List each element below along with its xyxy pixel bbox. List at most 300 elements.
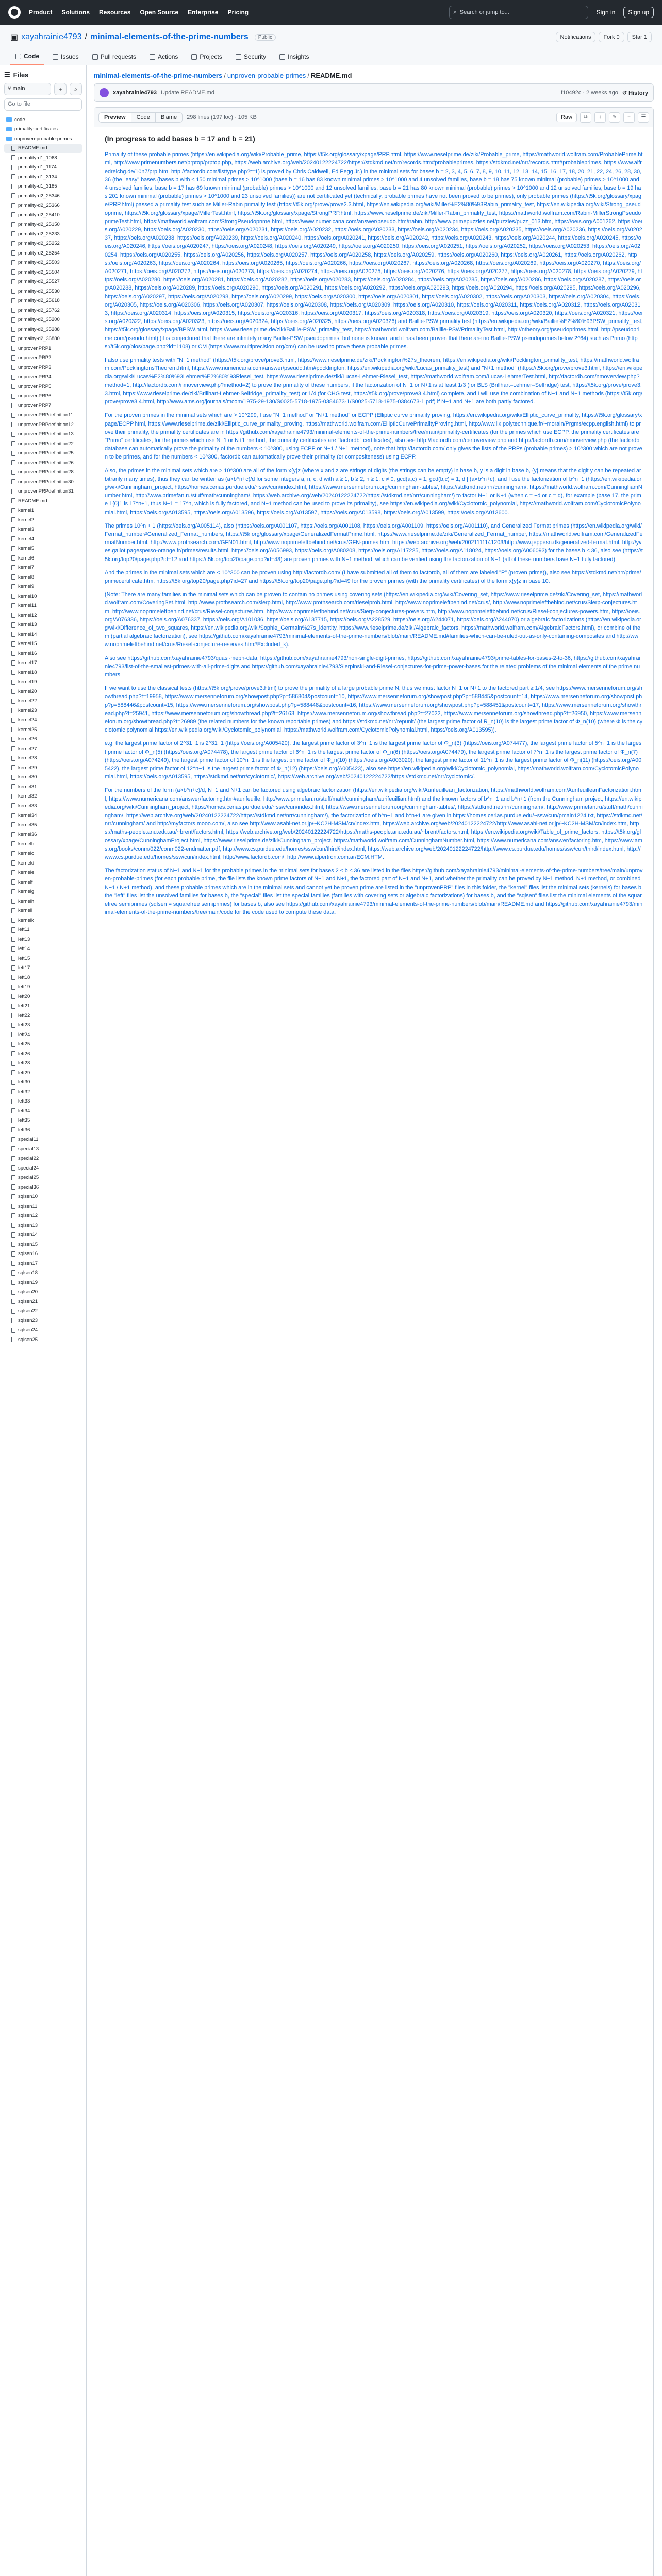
sidebar-item[interactable]: [4, 153, 82, 163]
sidebar-item[interactable]: [4, 1154, 82, 1164]
sidebar-item[interactable]: [4, 392, 82, 401]
sidebar-item[interactable]: [4, 315, 82, 325]
sidebar-item[interactable]: [4, 744, 82, 754]
sidebar-item[interactable]: [4, 296, 82, 306]
sidebar-item-label: kernel34: [18, 812, 37, 819]
more-options-icon[interactable]: ⋯: [623, 112, 635, 123]
sidebar-item[interactable]: [4, 582, 82, 592]
breadcrumb-repo[interactable]: minimal-elements-of-the-prime-numbers: [94, 72, 223, 79]
sidebar-item-label: kernel28: [18, 755, 37, 761]
sidebar-item[interactable]: [4, 372, 82, 382]
file-icon: [11, 422, 15, 427]
sidebar-item[interactable]: [4, 954, 82, 963]
branch-row: [4, 83, 82, 95]
sidebar-item[interactable]: [4, 163, 82, 173]
paragraph[interactable]: For the proven primes in the minimal sets which are > 10^299, I use "N−1 method" or "N+1 method" or ECPP (Elliptic curve primality proving, https://en.wikipedia.org/wiki/Elliptic_curve_primality, https://t5k.org/glossary/xpage/ECPP.html, https://www.rieselprime.de/ziki/Elliptic_curve_primality_proving, https://mathworld.wolfram.com/EllipticCurvePrimalityProving.html, http://www.lix.polytechnique.fr/~morain/Prgms/ecpp.english.html) to prove their primality, the primality certificates are in https://github.com/xayahrainie4793/minimal-elements-of-the-prime-numbers/tree/main/primality-certificates (for the primes which use ECPP, the primality certificates are "Primo" certificates, for the primes which use N−1 or N+1 method, the primality certificates are "factordb" certificates), also see http://factordb.com/certoverview.php and http://factordb.com/nmoverview.php (the factordb database can automatically prove the primality of the numbers < 10^300, using ECPP or N−1 / N+1 method), note that http://factordb.com/ only gives the lists of the PRPs (probable primes) > 10^300 which are not proven to be primes, and for the numbers < 10^300, factordb can automatically prove their primality (or compositeness) using ECPP.: [105, 412, 642, 461]
sidebar-item[interactable]: [4, 1230, 82, 1240]
sign-in-link[interactable]: Sign in: [596, 9, 616, 16]
sidebar-item[interactable]: [4, 887, 82, 897]
paragraph[interactable]: Primality of these probable primes (https://en.wikipedia.org/wiki/Probable_prime, https://t5k.org/glossary/xpage/PRP.html, https://www.rieselprime.de/ziki/Probable_prime, https://mathworld.wolfram.com/ProbablePrime.html, http://www.primenumbers.net/prptop/prptop.php, https://web.archive.org/web/20240122224722/https://stdkmd.net/nrr/records.htm#probableprimes, https://stdkmd.net/nrr/records.htm#probableprimes, https://www.alfredreichg.de/10n7/prp.htm, http://factordb.com/listtype.php?t=1) is proved by Chris Caldwell, Ed Pegg Jr.) in the minimal sets for bases b = 2, 3, 4, 5, 6, 7, 8, 9, 10, 11, 12, 13, 14, 15, 16, 17, 18, 20, 21, 22, 24, 26, 28, 30, 36 (the "easy" bases (bases b with ≤ 150 minimal primes > 10^1000 (base b = 16 has 83 known minimal primes > 10^1000 and 4 unsolved families, base b = 18 has 75 known minimal (probable) primes > 10^1000 and 4 unsolved families, base b = 17 has 69 known minimal (probable) primes > 10^1000 and 12 unsolved families, base b = 21 has 80 known minimal (probable) primes > 10^1000 and 12 unsolved families, base b = 19 has 201 known minimal (probable) primes > 10^1000 and 23 unsolved families)) are not certificated yet (technically, probable primes have not been proved to be primes), only probable primes (https://t5k.org/glossary/xpage/PRP.html) passed a primality test such as Miller-Rabin primality test (https://t5k.org/prove/prove2.3.html, https://en.wikipedia.org/wiki/Miller%E2%80%93Rabin_primality_test, https://en.wikipedia.org/wiki/Strong_pseudoprime, https://t5k.org/glossary/xpage/MillerTest.html, https://t5k.org/glossary/xpage/StrongPRP.html, https://www.rieselprime.de/ziki/Miller-Rabin_primality_test, https://mathworld.wolfram.com/Rabin-MillerStrongPseudoprimeTest.html, https://mathworld.wolfram.com/StrongPseudoprime.html, https://www.numericana.com/answer/pseudo.htm#rabin, http://www.primepuzzles.net/puzzles/puzz_013.htm, https://oeis.org/A001262, https://oeis.org/A020229, https://oeis.org/A020230, https://oeis.org/A020231, https://oeis.org/A020232, https://oeis.org/A020233, https://oeis.org/A020234, https://oeis.org/A020235, https://oeis.org/A020236, https://oeis.org/A020237, https://oeis.org/A020238, https://oeis.org/A020239, https://oeis.org/A020240, https://oeis.org/A020241, https://oeis.org/A020242, https://oeis.org/A020243, https://oeis.org/A020244, https://oeis.org/A020245, https://oeis.org/A020246, https://oeis.org/A020247, https://oeis.org/A020248, https://oeis.org/A020249, https://oeis.org/A020250, https://oeis.org/A020251, https://oeis.org/A020252, https://oeis.org/A020253, https://oeis.org/A020254, https://oeis.org/A020255, https://oeis.org/A020256, https://oeis.org/A020257, https://oeis.org/A020258, https://oeis.org/A020259, https://oeis.org/A020260, https://oeis.org/A020261, https://oeis.org/A020262, https://oeis.org/A020263, https://oeis.org/A020264, https://oeis.org/A020265, https://oeis.org/A020266, https://oeis.org/A020267, https://oeis.org/A020268, https://oeis.org/A020269, https://oeis.org/A020270, https://oeis.org/A020271, https://oeis.org/A020272, https://oeis.org/A020273, https://oeis.org/A020274, https://oeis.org/A020275, https://oeis.org/A020276, https://oeis.org/A020277, https://oeis.org/A020278, https://oeis.org/A020279, https://oeis.org/A020280, https://oeis.org/A020281, https://oeis.org/A020282, https://oeis.org/A020283, https://oeis.org/A020284, https://oeis.org/A020285, https://oeis.org/A020286, https://oeis.org/A020287, https://oeis.org/A020288, https://oeis.org/A020289, https://oeis.org/A020290, https://oeis.org/A020291, https://oeis.org/A020292, https://oeis.org/A020293, https://oeis.org/A020294, https://oeis.org/A020295, https://oeis.org/A020296, https://oeis.org/A020297, https://oeis.org/A020298, https://oeis.org/A020299, https://oeis.org/A020300, https://oeis.org/A020301, https://oeis.org/A020302, https://oeis.org/A020303, https://oeis.org/A020304, https://oeis.org/A020305, https://oeis.org/A020306, https://oeis.org/A020307, https://oeis.org/A020308, https://oeis.org/A020309, https://oeis.org/A020310, https://oeis.org/A020311, https://oeis.org/A020312, https://oeis.org/A020313, https://oeis.org/A020314, https://oeis.org/A020315, https://oeis.org/A020316, https://oeis.org/A020317, https://oeis.org/A020318, https://oeis.org/A020319, https://oeis.org/A020320, https://oeis.org/A020321, https://oeis.org/A020322, https://oeis.org/A020323, https://oeis.org/A020324, https://oeis.org/A020325, https://oeis.org/A020326) and Baillie-PSW primality test (https://en.wikipedia.org/wiki/Baillie%E2%80%93PSW_primality_test, https://t5k.org/glossary/xpage/BPSW.html, https://www.rieselprime.de/ziki/Baillie-PSW_primality_test, https://mathworld.wolfram.com/Baillie-PSWPrimalityTest.html, http://ntheory.org/pseudoprimes.html, http://pseudoprime.com/pseudo.html) (it is conjectured that there are infinitely many Baillie-PSW pseudoprimes, but none is known, and it has been proven that there are no Baillie-PSW pseudoprimes below 2^64) such as Primo (https://t5k.org/bios/page.php?id=1108) or CM (https://www.multiprecision.org/cm/) can be used to prove these probable primes.: [105, 151, 643, 350]
sidebar-item-label: kernel17: [18, 660, 37, 666]
sidebar-item[interactable]: [4, 382, 82, 392]
copy-icon[interactable]: ⧉: [580, 112, 591, 123]
sidebar-item-label: kernel31: [18, 784, 37, 790]
sidebar-item[interactable]: [4, 1163, 82, 1173]
file-icon: [11, 1099, 15, 1104]
file-icon: [11, 413, 15, 418]
file-icon: [11, 1004, 15, 1009]
sidebar-item[interactable]: [4, 801, 82, 811]
branch-selector[interactable]: [4, 83, 51, 95]
sidebar-item[interactable]: [4, 125, 82, 134]
sidebar-item-label: kerneli: [18, 908, 32, 914]
blame-tab[interactable]: Blame: [156, 113, 182, 122]
sidebar-item[interactable]: [4, 191, 82, 201]
sidebar-item-label: unprovenPRPdefinition31: [18, 488, 74, 495]
sidebar-item[interactable]: [4, 601, 82, 611]
sidebar-item[interactable]: [4, 611, 82, 620]
sidebar-item[interactable]: [4, 449, 82, 459]
paragraph[interactable]: Also see https://github.com/xayahrainie4793/quasi-mepn-data, https://github.com/xayahrainie4793/non-single-digit-primes, https://github.com/xayahrainie4793/prime-tables-for-bases-2-to-36, https://github.com/xayahrainie4793/list-of-the-smallest-primes-with-all-prime-digits and https://github.com/xayahrainie4793/Sierpinski-and-Riesel-conjectures-for-prime-power-bases for the related problems of the minimal elements of the prime numbers.: [105, 655, 640, 678]
sidebar-item[interactable]: [4, 754, 82, 764]
tab-code[interactable]: [10, 48, 44, 65]
file-icon: [11, 908, 15, 913]
search-input[interactable]: [449, 6, 588, 19]
commit-message[interactable]: Update README.md: [161, 90, 214, 96]
sidebar-item[interactable]: [4, 325, 82, 334]
sidebar-item[interactable]: [4, 553, 82, 563]
sidebar-item[interactable]: [4, 906, 82, 916]
sidebar-item-label: kernel10: [18, 593, 37, 599]
sidebar-item[interactable]: [4, 1011, 82, 1021]
history-icon: ↺: [622, 90, 629, 96]
edit-icon[interactable]: ✎: [609, 112, 620, 123]
repo-owner-link[interactable]: xayahrainie4793: [21, 32, 82, 41]
sidebar-item[interactable]: [4, 515, 82, 525]
file-icon: [11, 241, 15, 246]
search-placeholder: Search or jump to...: [459, 9, 509, 15]
code-tab[interactable]: Code: [131, 113, 156, 122]
sidebar-item[interactable]: [4, 1259, 82, 1268]
sidebar-item-label: primality-d2_25530: [18, 288, 60, 294]
sidebar-item-label: kernel32: [18, 793, 37, 800]
sidebar-item[interactable]: [4, 1221, 82, 1230]
sidebar-item[interactable]: [4, 639, 82, 649]
sidebar-item-label: kernelf: [18, 879, 33, 885]
visibility-badge: Public: [255, 34, 276, 41]
sidebar-item[interactable]: [4, 229, 82, 239]
sidebar-item-label: primality-d1_3134: [18, 174, 57, 180]
file-icon: [11, 231, 15, 236]
file-icon: [11, 536, 15, 541]
sidebar-item[interactable]: [4, 353, 82, 363]
sidebar-item[interactable]: [4, 572, 82, 582]
sidebar-item-label: sqlsen19: [18, 1279, 38, 1285]
sidebar-item[interactable]: [4, 306, 82, 315]
avatar[interactable]: [100, 88, 109, 97]
sidebar-item[interactable]: [4, 916, 82, 925]
file-icon: [11, 851, 15, 856]
file-icon: [11, 860, 15, 866]
sidebar-item-label: sqlsen14: [18, 1232, 38, 1238]
sidebar-item[interactable]: [4, 411, 82, 420]
sidebar-item-label: primality-d2_25503: [18, 260, 60, 266]
issue-icon: [53, 54, 58, 60]
file-icon: [11, 508, 15, 513]
sidebar-item[interactable]: [4, 973, 82, 982]
breadcrumb-separator: /: [307, 72, 309, 79]
file-icon: [11, 1127, 15, 1132]
sidebar-item[interactable]: [4, 401, 82, 411]
file-icon: [11, 1280, 15, 1285]
tab-code-label: Code: [24, 53, 39, 60]
sidebar-item[interactable]: [4, 1078, 82, 1088]
sidebar-item[interactable]: [4, 1326, 82, 1335]
file-icon: [11, 394, 15, 399]
file-tree-sidebar: [0, 65, 87, 2576]
go-to-file-input[interactable]: Go to file: [4, 98, 82, 111]
sidebar-item[interactable]: [4, 286, 82, 296]
file-icon: [11, 222, 15, 227]
sidebar-item[interactable]: [4, 849, 82, 859]
nav-product[interactable]: Product: [29, 9, 53, 16]
raw-button[interactable]: Raw: [556, 113, 577, 122]
sidebar-item[interactable]: [4, 468, 82, 478]
sidebar-item[interactable]: [4, 144, 82, 154]
sidebar-item[interactable]: [4, 239, 82, 249]
file-icon: [11, 756, 15, 761]
sidebar-item[interactable]: [4, 1106, 82, 1116]
sidebar-item-label: sqlsen21: [18, 1298, 38, 1304]
file-icon: [11, 1023, 15, 1028]
sidebar-item[interactable]: [4, 1116, 82, 1126]
sidebar-item[interactable]: [4, 1135, 82, 1145]
file-icon: [11, 346, 15, 351]
file-icon: [11, 403, 15, 408]
sidebar-item[interactable]: [4, 1192, 82, 1202]
sidebar-item-label: kernel2: [18, 517, 35, 523]
sidebar-item[interactable]: [4, 182, 82, 192]
sidebar-item[interactable]: [4, 248, 82, 258]
sidebar-item[interactable]: [4, 1287, 82, 1297]
sidebar-item[interactable]: [4, 935, 82, 944]
file-icon: [11, 212, 15, 217]
file-icon: [11, 155, 15, 160]
sidebar-item[interactable]: [4, 1307, 82, 1316]
sidebar-item[interactable]: [4, 944, 82, 954]
sidebar-item-label: primality-d2_25346: [18, 193, 60, 199]
tab-actions[interactable]: [144, 48, 183, 65]
file-icon: [11, 794, 15, 799]
file-icon: [11, 1261, 15, 1266]
commit-meta[interactable]: f10492c · 2 weeks ago: [561, 90, 618, 96]
sidebar-item-label: unprovenPRPdefinition30: [18, 479, 74, 485]
file-icon: [11, 298, 15, 303]
paragraph[interactable]: For the numbers of the form (a×b^n+c)/d, N−1 and N+1 can be factored using algebraic factorization (https://en.wikipedia.org/wiki/Aurifeuillean_factorization, https://mathworld.wolfram.com/AurifeuilleanFactorization.html, https://www.numericana.com/answer/factoring.htm#aurifeuille, http://www.primefan.ru/stuff/math/cunningham/aurifeuillian.html) and the known factors of b^n−1 and b^n+1 (from the Cunningham project, https://en.wikipedia.org/wiki/Cunningham_project, https://homes.cerias.purdue.edu/~ssw/cun/index.html, https://www.mersenneforum.org/cunningham-tables/, https://stdkmd.net/nrr/cunningham/, http://www.primefan.ru/stuff/math/cunningham/, https://web.archive.org/web/20240122224722/https://stdkmd.net/nrr/cunningham/), the factorization of b^n−1 and b^n+1 are given in https://homes.cerias.purdue.edu/~ssw/cun/pmain1224.txt, https://stdkmd.net/nrr/cunningham/ and http://myfactors.mooo.com/, also see http://www.asahi-net.or.jp/~KC2H-MSM/cn/index.htm, https://web.archive.org/web/20240122224722/http://www.asahi-net.or.jp/~KC2H-MSM/cn/index.htm, https://maths-people.anu.edu.au/~brent/factors.html, https://web.archive.org/web/20240122224722/https://maths-people.anu.edu.au/~brent/factors.html, https://en.wikipedia.org/wiki/Table_of_prime_factors, https://t5k.org/glossary/xpage/CunninghamProject.html, https://www.rieselprime.de/ziki/Cunningham_project, https://mathworld.wolfram.com/CunninghamNumber.html, https://www.numericana.com/answer/factoring.htm, https://www.ams.org/books/conm/022/conm022-endmatter.pdf, http://www.cs.purdue.edu/homes/ssw/cun/third/index.html, https://web.archive.org/web/20240122224722/http://www.cs.purdue.edu/homes/ssw/cun/third/index.html, http://www.cs.purdue.edu/homes/ssw/cun/index.html, http://www.factordb.com/, http://www.alpertron.com.ar/ECM.HTM.: [105, 787, 643, 861]
sidebar-item[interactable]: [4, 487, 82, 497]
sidebar-item[interactable]: [4, 1297, 82, 1307]
file-icon: [11, 813, 15, 818]
file-icon: [11, 660, 15, 666]
sidebar-item[interactable]: [4, 506, 82, 516]
file-icon: [11, 146, 15, 151]
sidebar-item-label: left29: [18, 1070, 30, 1076]
sidebar-item-label: kernel33: [18, 803, 37, 809]
file-icon: [11, 832, 15, 837]
paragraph[interactable]: Also, the primes in the minimal sets which are > 10^300 are all of the form x{y}z (where x and z are strings of digits (the strings can be empty) in base b, y is a digit in base b, {y} means that the digit y can be repeated arbitrarily many times), thus they can be written as (a×b^n+c)/d for some integers a, n, c, d with a ≥ 1, b ≥ 2, n ≥ 1, c ≠ 0, gcd(a,c) = 1, gcd(b,c) = 1, d | (a×b^n+c), and I use the factorization of b^n−1 (https://en.wikipedia.org/wiki/Cunningham_project, https://homes.cerias.purdue.edu/~ssw/cun/index.html, https://www.mersenneforum.org/cunningham-tables/, https://stdkmd.net/nrr/cunningham/, https://mathworld.wolfram.com/CunninghamNumber.html, http://www.primefan.ru/stuff/math/cunningham/, https://web.archive.org/web/20240122224722/https://stdkmd.net/nrr/cunningham/) to factor N−1 or N+1 (when c = −d or c = d), for example (base 17, the prime 1{0}1 is 17^n+1, thus N−1 = 17^n, which is fully factored, and N−1 method can be used to prove its primality), see https://en.wikipedia.org/wiki/Cyclotomic_polynomial, https://mathworld.wolfram.com/CyclotomicPolynomial.html, https://oeis.org/A013595, https://oeis.org/A013596, https://oeis.org/A013597, https://oeis.org/A013598, https://oeis.org/A013599, https://oeis.org/A013600.: [105, 467, 642, 516]
history-button[interactable]: [622, 90, 648, 96]
sidebar-item[interactable]: [4, 430, 82, 439]
file-icon: [11, 1061, 15, 1066]
sidebar-item[interactable]: [4, 1335, 82, 1345]
sidebar-item[interactable]: [4, 839, 82, 849]
sidebar-item[interactable]: [4, 1268, 82, 1278]
preview-tab[interactable]: Preview: [99, 113, 131, 122]
tab-insights[interactable]: [274, 48, 314, 65]
file-icon: [11, 699, 15, 704]
sidebar-item-label: unprovenPRPdefinition11: [18, 412, 74, 418]
sidebar-item[interactable]: [4, 363, 82, 372]
sidebar-item[interactable]: [4, 1249, 82, 1259]
sidebar-item-label: unprovenPRP5: [18, 383, 52, 389]
sidebar-item[interactable]: [4, 697, 82, 706]
sidebar-item-label: left13: [18, 936, 30, 942]
file-icon: [11, 994, 15, 999]
add-file-button[interactable]: +: [54, 83, 67, 95]
folder-icon: [6, 127, 12, 131]
breadcrumb-file: README.md: [310, 72, 352, 79]
sidebar-item-label: kernel7: [18, 565, 35, 571]
tab-insights-label: Insights: [288, 53, 309, 60]
file-icon: [11, 603, 15, 608]
sidebar-item[interactable]: [4, 725, 82, 735]
sidebar-item[interactable]: [4, 811, 82, 821]
sidebar-item[interactable]: [4, 477, 82, 487]
sidebar-item-label: primality-d2_25410: [18, 212, 60, 218]
sidebar-item[interactable]: [4, 1049, 82, 1059]
sidebar-item[interactable]: [4, 792, 82, 802]
sidebar-item[interactable]: [4, 201, 82, 211]
notifications-button[interactable]: Notifications: [556, 32, 596, 42]
sidebar-item-label: kernel22: [18, 698, 37, 704]
sidebar-title: Files: [13, 71, 29, 79]
nav-resources[interactable]: Resources: [99, 9, 131, 16]
sidebar-item-label: kernel26: [18, 736, 37, 742]
sidebar-item[interactable]: [4, 877, 82, 887]
file-icon: [11, 517, 15, 522]
sidebar-item[interactable]: [4, 1278, 82, 1287]
nav-solutions[interactable]: Solutions: [61, 9, 90, 16]
sign-up-button[interactable]: Sign up: [623, 7, 654, 18]
sidebar-item-label: primality-d2_25366: [18, 202, 60, 209]
breadcrumb-folder[interactable]: unproven-probable-primes: [227, 72, 306, 79]
download-icon[interactable]: ↓: [594, 112, 606, 123]
sidebar-item[interactable]: [4, 1021, 82, 1030]
tab-projects-label: Projects: [200, 53, 222, 60]
tab-issues[interactable]: [47, 48, 84, 65]
file-icon: [11, 965, 15, 971]
sidebar-item-label: left28: [18, 1060, 30, 1066]
fork-button[interactable]: Fork 0: [599, 32, 624, 42]
sidebar-item[interactable]: [4, 830, 82, 840]
file-icon: [11, 527, 15, 532]
sidebar-item[interactable]: [4, 420, 82, 430]
file-icon: [11, 937, 15, 942]
sidebar-item-label: left36: [18, 1127, 30, 1133]
file-icon: [11, 718, 15, 723]
sidebar-item[interactable]: [4, 982, 82, 992]
repo-tabs: [10, 48, 652, 65]
sidebar-item[interactable]: [4, 668, 82, 677]
sidebar-item-label: README.md: [18, 498, 47, 504]
sidebar-item[interactable]: [4, 1201, 82, 1211]
sidebar-item[interactable]: [4, 1087, 82, 1097]
sidebar-item[interactable]: [4, 534, 82, 544]
paragraph[interactable]: e.g. the largest prime factor of 2^31−1 is 2^31−1 (https://oeis.org/A005420), the largest prime factor of 3^n−1 is the largest prime factor of Φ_n(3) (https://oeis.org/A074477), the largest prime factor of 5^n−1 is the largest prime factor of Φ_n(5) (https://oeis.org/A074478), the largest prime factor of 6^n−1 is the largest prime factor of Φ_n(6) (https://oeis.org/A074479), the largest prime factor of 7^n−1 is the largest prime factor of Φ_n(7) (https://oeis.org/A074249), the largest prime factor of 10^n−1 is the largest prime factor of Φ_n(10) (https://oeis.org/A003020), the largest prime factor of 11^n−1 is the largest prime factor of Φ_n(11) (https://oeis.org/A005422), the largest prime factor of 12^n−1 is the largest prime factor of Φ_n(12) (https://oeis.org/A005423), also see https://en.wikipedia.org/wiki/Cyclotomic_polynomial, https://mathworld.wolfram.com/CyclotomicPolynomial.html, https://oeis.org/A013595, https://stdkmd.net/nrr/cyclotomic/, https://web.archive.org/web/20240122224722/https://stdkmd.net/nrr/cyclotomic/.: [105, 740, 642, 781]
sidebar-item-label: kernel25: [18, 726, 37, 733]
sidebar-item[interactable]: [4, 1059, 82, 1069]
sidebar-item[interactable]: [4, 172, 82, 182]
sidebar-item[interactable]: [4, 496, 82, 506]
repo-name-link[interactable]: minimal-elements-of-the-prime-numbers: [90, 32, 249, 41]
sidebar-item-label: left32: [18, 1089, 30, 1095]
sidebar-item[interactable]: [4, 544, 82, 554]
sidebar-item[interactable]: [4, 1040, 82, 1049]
sidebar-item[interactable]: [4, 963, 82, 973]
sidebar-item[interactable]: [4, 1097, 82, 1107]
sidebar-item-label: unprovenPRP1: [18, 345, 52, 351]
file-icon: [11, 1032, 15, 1037]
file-icon: [11, 1213, 15, 1218]
paragraph[interactable]: The primes 10^n + 1 (https://oeis.org/A005114), also (https://oeis.org/A001107, https://oeis.org/A001108, https://oeis.org/A001109, https://oeis.org/A001110), and Generalized Fermat primes (https://en.wikipedia.org/wiki/Fermat_number#Generalized_Fermat_numbers, https://t5k.org/glossary/xpage/GeneralizedFermatPrime.html, https://www.rieselprime.de/ziki/Generalized_Fermat_number, https://mathworld.wolfram.com/GeneralizedFermatNumber.html, http://www.prothsearch.com/GFN01.html, http://www.noprimeleftbehind.net/crus/GFN-primes.htm, https://web.archive.org/web/20021111141203/http://www.jeppesn.dk/generalized-fermat.html, http://yves.gallot.pagesperso-orange.fr/primes/results.html, https://oeis.org/A056993, https://oeis.org/A080208, https://oeis.org/A117225, https://oeis.org/A118024, https://oeis.org/A006093) for the bases b ≤ 36, also see (https://t5k.org/top20/page.php?id=12 and https://t5k.org/top20/page.php?id=48) are proven primes with N−1 method, which can be verified using the factorization of N−1 (all of these numbers have N−1 fully factored).: [105, 522, 643, 563]
sidebar-item-label: left25: [18, 1041, 30, 1047]
sidebar-item[interactable]: [4, 115, 82, 125]
sidebar-item-label: kernel14: [18, 631, 37, 637]
sidebar-item-label: special24: [18, 1165, 39, 1171]
sidebar-item[interactable]: [4, 687, 82, 697]
repo-icon: ▣: [10, 33, 19, 42]
tab-pull-requests-label: Pull requests: [100, 53, 137, 60]
file-icon: [11, 985, 15, 990]
sidebar-item[interactable]: [4, 1144, 82, 1154]
branch-name: main: [12, 86, 25, 92]
sidebar-item[interactable]: [4, 868, 82, 878]
sidebar-item[interactable]: [4, 134, 82, 144]
sidebar-item-label: primality-d1_1068: [18, 155, 57, 161]
paragraph[interactable]: (Note: There are many families in the minimal sets which can be proven to contain no primes using covering sets (https://en.wikipedia.org/wiki/Covering_set, https://www.rieselprime.de/ziki/Covering_set, https://mathworld.wolfram.com/CoveringSet.html, http://www.prothsearch.com/sierp.html, http://www.prothsearch.com/rieselprob.html, http://www.noprimeleftbehind.net/crus/, http://www.noprimeleftbehind.net/crus/Sierp-conjectures.htm, http://www.noprimeleftbehind.net/crus/Riesel-conjectures.htm, http://www.noprimeleftbehind.net/crus/Sierp-conjectures-powers.htm, http://www.noprimeleftbehind.net/crus/Riesel-conjectures-powers.htm, https://oeis.org/A076336, https://oeis.org/A076337, https://oeis.org/A101036, https://oeis.org/A137715, https://oeis.org/A228529, https://oeis.org/A244071, https://oeis.org/A244070) or algebraic factorizations (https://en.wikipedia.org/wiki/Difference_of_two_squares, https://en.wikipedia.org/wiki/Sophie_Germain%27s_identity, https://www.rieselprime.de/ziki/Algebraic_factors, https://mathworld.wolfram.com/AlgebraicFactors.html), or combine of them (partial algebraic factorization), see https://github.com/xayahrainie4793/minimal-elements-of-the-prime-numbers/blob/main/README.md#families-which-can-be-ruled-out-as-only-containing-composites and http://www.noprimeleftbehind.net/crus/Riesel-conjecture-reserves.htm#Excluded_k).: [105, 591, 642, 648]
file-tree: [4, 115, 82, 1345]
file-icon: [11, 260, 15, 265]
tab-pull-requests[interactable]: [87, 48, 141, 65]
sidebar-item[interactable]: [4, 1030, 82, 1040]
nav-enterprise[interactable]: Enterprise: [188, 9, 219, 16]
commit-author[interactable]: xayahrainie4793: [113, 90, 157, 96]
sidebar-item[interactable]: [4, 896, 82, 906]
sidebar-item-label: special22: [18, 1156, 39, 1162]
history-label: History: [628, 90, 648, 96]
sidebar-item[interactable]: [4, 258, 82, 268]
sidebar-item[interactable]: [4, 782, 82, 792]
sidebar-item[interactable]: [4, 1068, 82, 1078]
sidebar-item[interactable]: [4, 630, 82, 639]
star-button[interactable]: Star 1: [627, 32, 652, 42]
file-icon: [11, 775, 15, 780]
sidebar-item[interactable]: [4, 1002, 82, 1011]
sidebar-item[interactable]: [4, 1125, 82, 1135]
sidebar-item-label: left24: [18, 1031, 30, 1038]
sidebar-item[interactable]: [4, 220, 82, 230]
nav-open-source[interactable]: Open Source: [140, 9, 179, 16]
tab-security[interactable]: [230, 48, 271, 65]
sidebar-item-label: kernel16: [18, 650, 37, 656]
sidebar-item[interactable]: [4, 649, 82, 658]
sidebar-item[interactable]: [4, 344, 82, 353]
sidebar-item-label: left23: [18, 1022, 30, 1028]
sidebar-item[interactable]: [4, 706, 82, 716]
sidebar-item[interactable]: [4, 563, 82, 573]
sidebar-item[interactable]: [4, 858, 82, 868]
sidebar-item[interactable]: [4, 1182, 82, 1192]
sidebar-collapse-icon[interactable]: ☰: [4, 71, 10, 78]
tab-projects[interactable]: [186, 48, 227, 65]
sidebar-item-label: unprovenPRP2: [18, 355, 52, 361]
sidebar-item[interactable]: [4, 658, 82, 668]
sidebar-item[interactable]: [4, 210, 82, 220]
sidebar-item[interactable]: [4, 1240, 82, 1249]
sidebar-item[interactable]: [4, 267, 82, 277]
file-icon: [11, 975, 15, 980]
sidebar-item[interactable]: [4, 1211, 82, 1221]
sidebar-item[interactable]: [4, 925, 82, 935]
sidebar-item[interactable]: [4, 277, 82, 287]
file-icon: [11, 1137, 15, 1142]
file-icon: [11, 689, 15, 694]
sidebar-item-label: kernel36: [18, 832, 37, 838]
paragraph[interactable]: The factorization status of N−1 and N+1 for the probable primes in the minimal sets for bases 2 ≤ b ≤ 36 are listed in the files https://github.com/xayahrainie4793/minimal-elements-of-the-prime-numbers/tree/main/unproven-probable-primes (for each probable prime, the file lists the known prime factors of N−1 and N+1, the factored part of N−1 and N+1, and whether the primality can be proved by N−1 method, N+1 method, or combined N−1 / N+1 method), and these probable primes which are in the minimal sets and cannot yet be proven prime are listed in the "unprovenPRP" files in this folder, the "kernel" files list the minimal sets (kernels) for bases b, the "left" files list the unsolved families for bases b, the "special" files list the special families (families with covering sets or algebraic factorizations) for bases b, and the "sqlsen" files list the minimal elements of the squarefree semiprimes (sqlsen = squarefree semiprimes) for bases b, also see https://github.com/xayahrainie4793/minimal-elements-of-the-prime-numbers/blob/main/README.md and https://github.com/xayahrainie4793/minimal-elements-of-the-prime-numbers/tree/main/code for the code used to compute these data.: [105, 868, 643, 916]
sidebar-item[interactable]: [4, 735, 82, 744]
sidebar-item[interactable]: [4, 716, 82, 725]
file-icon: [11, 1184, 15, 1190]
sidebar-item[interactable]: [4, 1173, 82, 1183]
search-icon: ⌕: [453, 9, 457, 15]
sidebar-item[interactable]: [4, 773, 82, 783]
paragraph[interactable]: And the primes in the minimal sets which are < 10^300 can be proven using http://factordb.com/ (I have submitted all of them to factordb, all of them are labeled "P" (proven prime)), also see https://stdkmd.net/nrr/prime/primecertificate.htm, https://t5k.org/top20/page.php?id=27 and https://t5k.org/top20/page.php?id=49 for the proven primes (with the primality certificates) of the form x{y}z in base 10.: [105, 569, 641, 584]
file-icon: [11, 889, 15, 894]
paragraph[interactable]: If we want to use the classical tests (https://t5k.org/prove/prove3.html) to prove the primality of a large probable prime N, thus we must factor N−1 or N+1 to the factored part ≥ 1/4, see https://www.mersenneforum.org/showthread.php?t=19958, https://www.mersenneforum.org/showpost.php?p=586804&postcount=10, https://www.mersenneforum.org/showpost.php?p=588445&postcount=14, https://www.mersenneforum.org/showpost.php?p=588446&postcount=15, https://www.mersenneforum.org/showpost.php?p=588448&postcount=16, https://www.mersenneforum.org/showpost.php?p=588451&postcount=17, https://www.mersenneforum.org/showthread.php?t=25941, https://www.mersenneforum.org/showthread.php?t=26163, https://www.mersenneforum.org/showthread.php?t=27022, https://www.mersenneforum.org/showthread.php?t=26950, https://www.mersenneforum.org/showthread.php?t=26989 (the related numbers for the known reportable primes) and https://stdkmd.net/nrr/repunit/ (the largest prime factor of R_n(10) is the largest prime factor of Φ_n(10) (where Φ is the cyclotomic polynomial https://en.wikipedia.org/wiki/Cyclotomic_polynomial, https://mathworld.wolfram.com/CyclotomicPolynomial.html, https://oeis.org/A013595)).: [105, 685, 643, 734]
sidebar-item-label: kernel23: [18, 707, 37, 714]
sidebar-item[interactable]: [4, 591, 82, 601]
paragraph[interactable]: I also use primality tests with "N−1 method" (https://t5k.org/prove/prove3.html, https://www.rieselprime.de/ziki/Pocklington%27s_theorem, https://en.wikipedia.org/wiki/Pocklington_primality_test, https://mathworld.wolfram.com/PocklingtonsTheorem.html, https://www.numericana.com/answer/pseudo.htm#pocklington, https://en.wikipedia.org/wiki/Lucas_primality_test) and "N+1 method" (https://t5k.org/prove/prove3.html, https://en.wikipedia.org/wiki/Lucas%E2%80%93Lehmer%E2%80%93Riesel_test, https://www.rieselprime.de/ziki/Lucas-Lehmer-Riesel_test, https://mathworld.wolfram.com/Lucas-LehmerTest.html, http://factordb.com/nmoverview.php?method=1, http://factordb.com/nmoverview.php?method=2) to prove the primality of these numbers, if the factorization of N−1 or N+1 is at least 1/3 (for BLS (Brillhart–Lehmer–Selfridge) test, https://t5k.org/prove/prove3.3.html, https://www.rieselprime.de/ziki/Brillhart-Lehmer-Selfridge_primality_test) or 1/4 (for CHG test, https://t5k.org/prove/prove3.4.html) complete, and I will use the combination of N−1 and N+1 methods (https://t5k.org/prove/prove3.4.html, http://www.ams.org/journals/mcom/1975-29-130/S0025-5718-1975-0384673-1/S0025-5718-1975-0384673-1.pdf) if N−1 and N+1 are both partly factored.: [105, 357, 643, 405]
search-files-button[interactable]: ⌕: [70, 83, 82, 95]
sidebar-item[interactable]: [4, 458, 82, 468]
nav-pricing[interactable]: Pricing: [227, 9, 249, 16]
sidebar-item[interactable]: [4, 677, 82, 687]
sidebar-item[interactable]: [4, 763, 82, 773]
sidebar-item-label: kernel4: [18, 536, 35, 542]
github-logo-icon[interactable]: [8, 6, 21, 19]
sidebar-item[interactable]: [4, 525, 82, 535]
sidebar-item[interactable]: [4, 1316, 82, 1326]
sidebar-item[interactable]: [4, 334, 82, 344]
sidebar-item[interactable]: [4, 992, 82, 1002]
file-icon: [11, 670, 15, 675]
sidebar-item[interactable]: [4, 820, 82, 830]
sidebar-item[interactable]: [4, 439, 82, 449]
file-info: 298 lines (197 loc) · 105 KB: [187, 114, 257, 121]
sidebar-item[interactable]: [4, 620, 82, 630]
breadcrumb-separator: /: [224, 72, 226, 79]
outline-icon[interactable]: ☰: [638, 112, 649, 123]
